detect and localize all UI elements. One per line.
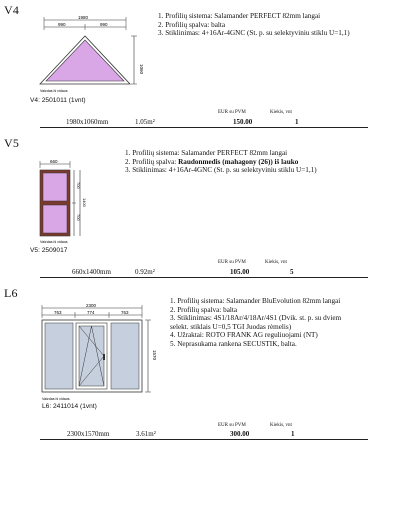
v5-spec-2 xyxy=(125,158,317,167)
l6-area: 3.61m² xyxy=(136,430,156,438)
v5-price: 105.00 xyxy=(230,268,250,276)
v4-caption: V4: 2501011 (1vnt) xyxy=(30,97,86,104)
v5-spec-2-color: Raudonmedis (mahagony (26)) iš lauko xyxy=(178,157,299,166)
l6-dim-left: 763 xyxy=(54,310,62,315)
v5-area: 0.92m² xyxy=(135,268,155,276)
v4-qty-label: Kiekis, vnt xyxy=(270,110,292,115)
v4-divider xyxy=(40,127,368,128)
v5-window-drawing xyxy=(30,158,90,248)
v4-qty: 1 xyxy=(295,118,299,126)
l6-spec-3-cont: selekt. stiklais U=0,5 TGI Juodas rėmelis) xyxy=(170,322,292,331)
v5-spec-1: 1. Profilių sistema: Salamander PERFECT 82mm langai xyxy=(125,149,288,157)
l6-spec-2: 2. Profilių spalva: balta xyxy=(170,305,238,314)
v4-view-note: Vaizdas iš vidaus xyxy=(40,89,68,93)
l6-dim-right: 763 xyxy=(121,310,129,315)
v5-caption: V5: 2509017 xyxy=(30,247,68,254)
v5-qty-label: Kiekis, vnt xyxy=(265,260,287,265)
l6-qty-label: Kiekis, vnt xyxy=(270,423,292,428)
v5-divider xyxy=(40,277,368,278)
l6-spec-1: 1. Profilių sistema: Salamander BluEvolution 82mm langai xyxy=(170,297,341,305)
l6-dim-top: 2300 xyxy=(86,303,97,308)
v4-spec-3: 3. Stiklinimas: 4+16Ar-4GNC (St. p. su selektyviniu stiklu U=1,1) xyxy=(158,29,350,38)
v5-spec-2-prefix: 2. Profilių spalva: xyxy=(125,157,179,166)
v5-spec-3: 3. Stiklinimas: 4+16Ar-4GNC (St. p. su selektyviniu stiklu U=1,1) xyxy=(125,166,317,175)
l6-window-drawing xyxy=(30,302,170,408)
section-title-v5: V5 xyxy=(4,136,20,150)
v5-dim-total: 1400 xyxy=(82,198,87,207)
v5-size: 660x1400mm xyxy=(72,268,111,276)
v4-dim-side: 1060 xyxy=(139,64,144,75)
v5-qty: 5 xyxy=(290,268,294,276)
v4-dim-right: 990 xyxy=(100,22,108,27)
l6-specs xyxy=(170,297,341,349)
v5-eur-label: EUR su PVM xyxy=(218,260,246,265)
v4-dim-top: 1980 xyxy=(78,15,89,20)
v4-dim-left: 990 xyxy=(58,22,66,27)
l6-caption: L6: 2411014 (1vnt) xyxy=(42,403,97,410)
section-title-v4: V4 xyxy=(4,3,20,17)
l6-qty: 1 xyxy=(291,430,295,438)
v4-spec-1: 1. Profilių sistema: Salamander PERFECT 82mm langai xyxy=(158,12,321,20)
v5-specs xyxy=(125,149,317,175)
v4-price: 150.00 xyxy=(233,118,253,126)
l6-price: 300.00 xyxy=(230,430,250,438)
l6-view-note: Vaizdas iš vidaus xyxy=(42,397,70,401)
l6-eur-label: EUR su PVM xyxy=(218,423,246,428)
section-title-l6: L6 xyxy=(4,286,18,300)
v5-dim-upper: 700 xyxy=(76,182,81,189)
l6-spec-3: 3. Stiklinimas: 4S1/18Ar/4/18Ar/4S1 (Dvik. st. p. su dviem xyxy=(170,314,342,323)
v5-dim-lower: 700 xyxy=(76,214,81,221)
v4-size: 1980x1060mm xyxy=(66,118,109,126)
l6-spec-5: 5. Neprasukama rankena SECUSTIK, balta. xyxy=(170,339,297,348)
v4-spec-2: 2. Profilių spalva: balta xyxy=(158,20,226,29)
v5-dim-top: 660 xyxy=(50,159,58,164)
v5-view-note: Vaizdas iš vidaus xyxy=(40,240,68,244)
v4-eur-label: EUR su PVM xyxy=(218,110,246,115)
l6-dim-mid: 774 xyxy=(87,310,95,315)
v4-specs xyxy=(158,12,350,38)
v4-area: 1.05m² xyxy=(135,118,155,126)
l6-spec-4: 4. Užraktai: ROTO FRANK AG reguliuojami (NT) xyxy=(170,331,318,340)
l6-size: 2300x1570mm xyxy=(67,430,110,438)
v4-window-drawing xyxy=(30,14,155,98)
l6-dim-side: 1570 xyxy=(152,350,157,361)
l6-divider xyxy=(40,439,368,440)
